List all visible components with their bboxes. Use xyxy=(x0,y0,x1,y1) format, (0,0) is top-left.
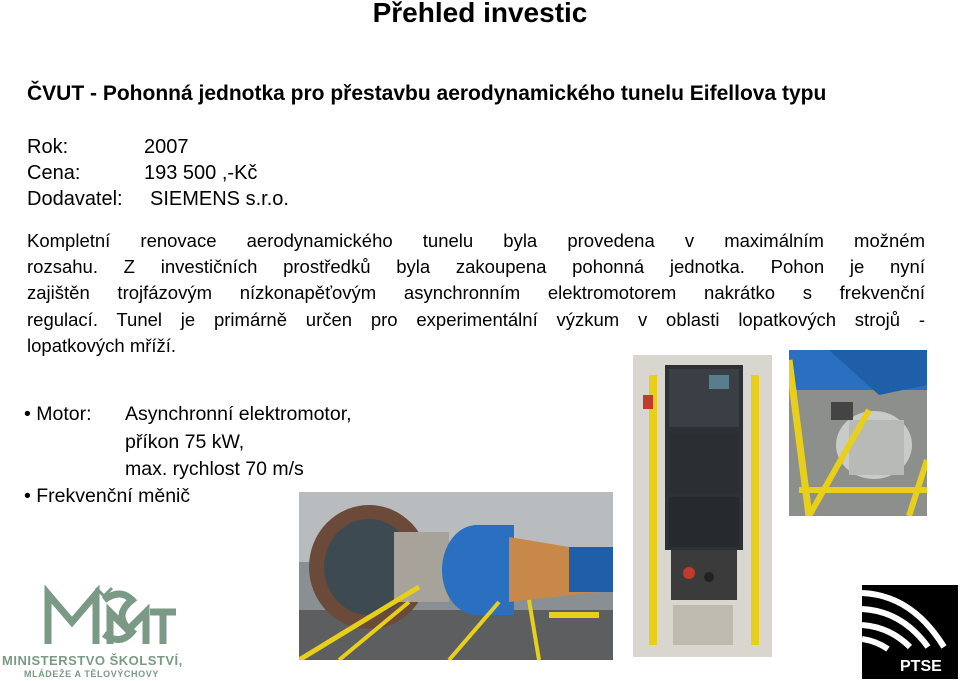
description-line: lopatkových mříží. xyxy=(27,334,177,356)
inverter-image xyxy=(633,355,772,657)
motor-line: příkon 75 kW, xyxy=(125,431,245,453)
description-line: rozsahu. Z investičních prostředků byla zakoupena pohonná jednotka. Pohon je nyní xyxy=(27,256,925,278)
msmt-text-line1: MINISTERSTVO ŠKOLSTVÍ, xyxy=(2,653,183,668)
project-subtitle: ČVUT - Pohonná jednotka pro přestavbu aerodynamického tunelu Eifellova typu xyxy=(27,82,827,105)
page-title: Přehled investic xyxy=(372,0,588,28)
bullet-icon: • xyxy=(24,485,31,507)
price-value: 193 500 ,-Kč xyxy=(144,162,258,184)
description-line: regulací. Tunel je primárně určen pro experimentální výzkum v oblasti lopatkových strojů - xyxy=(27,308,925,330)
bullet-motor xyxy=(24,403,92,426)
description-line: Kompletní renovace aerodynamického tunelu byla provedena v maximálním možném xyxy=(27,230,925,251)
bullet-icon: • xyxy=(24,403,31,425)
motor-label: Motor: xyxy=(36,403,92,425)
ptse-text: PTSE xyxy=(900,658,942,675)
supplier-row xyxy=(27,188,289,211)
supplier-value: SIEMENS s.r.o. xyxy=(150,188,289,210)
year-label: Rok: xyxy=(27,136,69,158)
inverter-photo xyxy=(633,355,772,657)
msmt-logo xyxy=(0,582,200,677)
wind-tunnel-photo xyxy=(299,492,613,660)
description xyxy=(27,228,925,359)
bullet-inverter xyxy=(24,485,190,508)
wind-tunnel-image xyxy=(299,492,613,660)
price-row xyxy=(27,162,257,185)
msmt-text-line2: MLÁDEŽE A TĚLOVÝCHOVY xyxy=(24,669,159,679)
motor-image xyxy=(789,350,927,516)
inverter-label: Frekvenční měnič xyxy=(36,485,191,507)
msmt-emblem-icon xyxy=(0,582,200,652)
motor-photo xyxy=(789,350,927,516)
price-label: Cena: xyxy=(27,162,81,184)
supplier-label: Dodavatel: xyxy=(27,188,123,210)
year-row xyxy=(27,136,189,159)
ptse-emblem-icon xyxy=(862,585,958,655)
year-value: 2007 xyxy=(144,136,189,158)
motor-line: Asynchronní elektromotor, xyxy=(125,403,352,425)
motor-line: max. rychlost 70 m/s xyxy=(125,458,304,480)
description-line: zajištěn trojfázovým nízkonapěťovým asynchronním elektromotorem nakrátko s frekvenční xyxy=(27,282,925,304)
ptse-logo xyxy=(862,585,958,679)
